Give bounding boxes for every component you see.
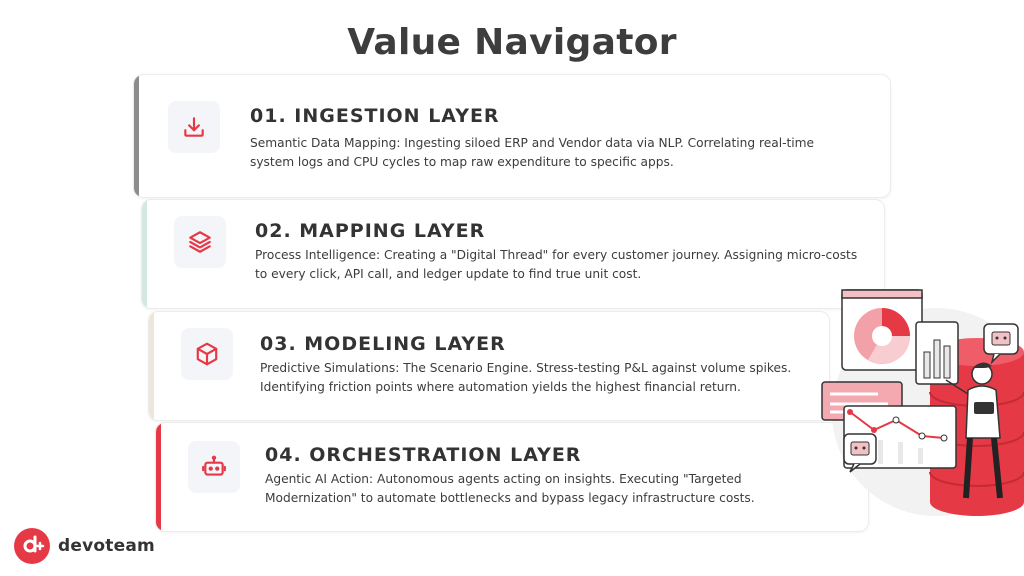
cube-icon: [181, 328, 233, 380]
layer-description: Semantic Data Mapping: Ingesting siloed ERP and Vendor data via NLP. Correlating real-time system logs and CPU cycles to map raw expenditure to specific apps.: [250, 136, 815, 169]
devoteam-logo-icon: [14, 528, 50, 564]
layers-icon: [174, 216, 226, 268]
page-title: Value Navigator: [347, 22, 677, 63]
pie-chart-panel-icon: [842, 290, 922, 370]
robot-icon: [188, 441, 240, 493]
layer-accent-bar: [156, 423, 161, 531]
layer-accent-bar: [149, 312, 154, 420]
brand-name: devoteam: [58, 536, 155, 556]
layer-title: 02. MAPPING LAYER: [255, 220, 486, 242]
download-icon: [168, 101, 220, 153]
layer-card-orchestration: [155, 422, 869, 532]
layer-description: Agentic AI Action: Autonomous agents acting on insights. Executing "Targeted Modernization" to automate bottlenecks and bypass legacy infrastructure costs.: [265, 472, 755, 505]
analytics-illustration: [818, 282, 1024, 522]
layer-description: Process Intelligence: Creating a "Digital Thread" for every customer journey. Assigning micro-costs to every click, API call, and ledger update to find true unit cost.: [255, 248, 858, 281]
bar-chart-panel-icon: [916, 322, 958, 384]
layer-accent-bar: [134, 75, 139, 197]
layer-description: Predictive Simulations: The Scenario Engine. Stress-testing P&L against volume spikes. Identifying friction points where automation yields the highest financial return.: [260, 361, 792, 394]
layer-card-modeling: [148, 311, 830, 421]
brand-logo: [14, 528, 155, 564]
layer-title: 03. MODELING LAYER: [260, 333, 506, 355]
layer-accent-bar: [142, 200, 147, 308]
layer-title: 01. INGESTION LAYER: [250, 105, 500, 127]
layer-card-ingestion: [133, 74, 891, 198]
layer-card-mapping: [141, 199, 885, 309]
layer-title: 04. ORCHESTRATION LAYER: [265, 444, 582, 466]
